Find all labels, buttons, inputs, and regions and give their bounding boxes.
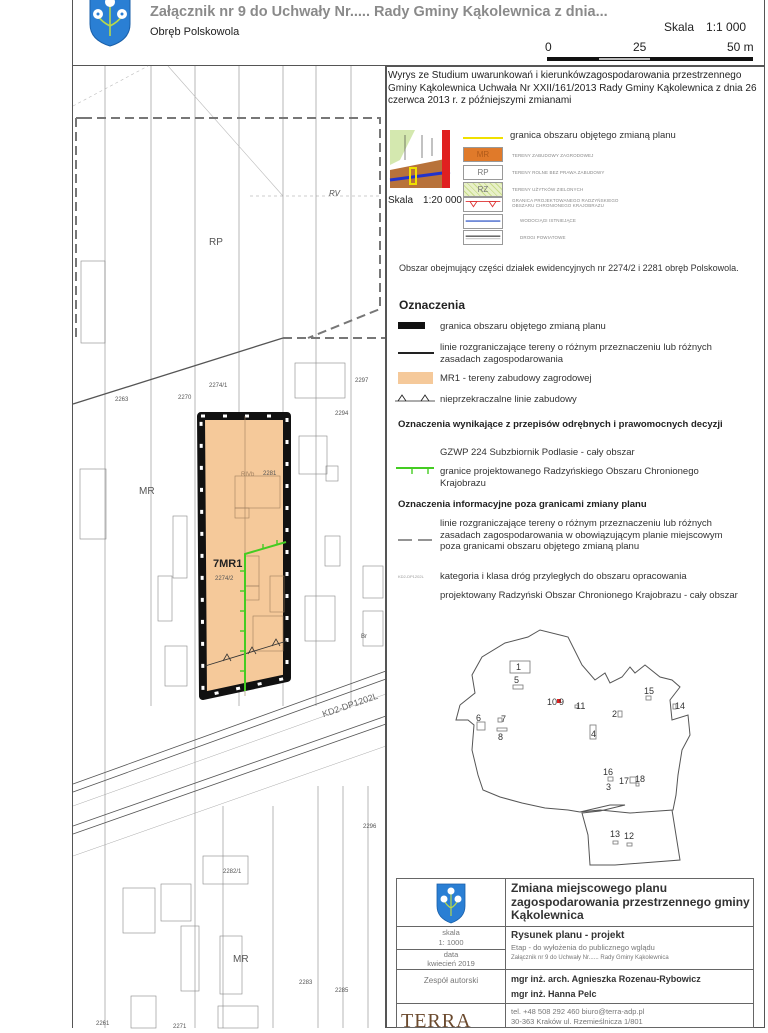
title-block bbox=[396, 878, 754, 1032]
zone-label-mr: MR bbox=[139, 486, 155, 497]
study-excerpt-text: Wyrys ze Studium uwarunkowań i kierunkówzagospodarowania przestrzennego Gminy Kąkolewnica Uchwała Nr XXII/161/2013 Rady Gminy Kąkolewnica z dnia 26 czerwca 2013 r. z późniejszymi zmianami bbox=[388, 70, 757, 106]
area-description: Obszar obejmujący części działek ewidencyjnych nr 2274/2 i 2281 obręb Polskowola. bbox=[399, 263, 739, 273]
study-scale-text: Skala bbox=[388, 195, 414, 206]
district-marker: 13 bbox=[610, 829, 621, 839]
coat-of-arms-icon bbox=[84, 0, 136, 46]
study-scale bbox=[388, 195, 462, 206]
study-legend-label: WODOCIĄGI ISTNIEJĄCE bbox=[520, 218, 577, 223]
author-name: mgr inż. arch. Agnieszka Rozenau-Rybowicz bbox=[511, 974, 701, 984]
triangle-line-symbol bbox=[395, 393, 437, 403]
author-name: mgr inż. Hanna Pelc bbox=[511, 989, 597, 999]
district-marker: 17 bbox=[619, 776, 630, 786]
precinct-label: Obręb Polskowola bbox=[150, 26, 240, 38]
plan-title: Zmiana miejscowego planu zagospodarowania przestrzennego gminy Kąkolewnica bbox=[511, 881, 750, 922]
legend-swatch-rz: RZ bbox=[463, 182, 503, 197]
district-marker: 4 bbox=[591, 729, 597, 739]
district-marker: 15 bbox=[644, 686, 655, 696]
scale-value: 1:1 000 bbox=[706, 20, 747, 34]
legend-item: linie rozgraniczające tereny o różnym przeznaczeniu lub różnych zasadach zagospodarowania w obowiązującym planie miejscowym poza granicami obszaru objętego zmianą planu bbox=[440, 518, 723, 552]
legend-swatch-mr: MR bbox=[463, 147, 503, 162]
attachment-text: Załącznik nr 9 do Uchwały Nr...... Rady Gminy Kąkolewnica bbox=[511, 955, 669, 961]
district-marker: 11 bbox=[576, 701, 586, 711]
legend-section-title: Oznaczenia wynikające z przepisów odrębnych i prawomocnych decyzji bbox=[398, 419, 723, 430]
legend-item: granica obszaru objętego zmianą planu bbox=[440, 321, 606, 332]
parcel-label: 2297 bbox=[355, 378, 369, 384]
district-marker: 12 bbox=[624, 831, 635, 841]
thin-line-symbol bbox=[398, 352, 434, 354]
district-marker: 10 bbox=[547, 697, 558, 707]
legend-item: projektowany Radzyński Obszar Chronionego Krajobrazu - cały obszar bbox=[440, 590, 738, 601]
zone-label-rp: RP bbox=[209, 237, 223, 248]
attachment-title: Załącznik nr 9 do Uchwały Nr..... Rady Gminy Kąkolewnica z dnia... bbox=[150, 4, 608, 20]
study-legend-label: GRANICA PROJEKTOWANEGO RADZYŃSKIEGO OBSZARU CHRONIONEGO KRAJOBRAZU bbox=[512, 198, 619, 208]
road-label: KD2-DP1202L bbox=[320, 690, 380, 720]
study-legend-label: TERENY ROLNE BEZ PRAWA ZABUDOWY bbox=[512, 170, 605, 175]
legend-item: nieprzekraczalne linie zabudowy bbox=[440, 394, 577, 405]
parcel-label: 2263 bbox=[115, 397, 129, 403]
study-legend-label: DROGI POWIATOWE bbox=[520, 235, 566, 240]
district-marker: 18 bbox=[635, 774, 646, 784]
map-drawing bbox=[73, 66, 386, 1028]
company-contact: tel. +48 508 292 460 biuro@terra-adp.pl bbox=[511, 1007, 645, 1016]
parcel-label: 2261 bbox=[96, 1021, 110, 1027]
scalebar bbox=[547, 57, 753, 61]
drawing-type: Rysunek planu - projekt bbox=[511, 930, 625, 941]
parcel-label: 2274/1 bbox=[209, 383, 228, 389]
scale-label bbox=[664, 20, 746, 34]
coat-of-arms-icon bbox=[435, 882, 467, 924]
legend-section-title: Oznaczenia informacyjne poza granicami zmiany planu bbox=[398, 499, 647, 510]
legend-item: granice projektowanego Radzyńskiego Obszaru Chronionego Krajobrazu bbox=[440, 466, 699, 489]
district-marker: 5 bbox=[514, 675, 520, 685]
parcel-label: 2281 bbox=[263, 471, 277, 477]
scalebar-mid: 25 bbox=[633, 40, 647, 54]
scalebar-start: 0 bbox=[545, 40, 552, 54]
zone-label-mr-bottom: MR bbox=[233, 954, 249, 965]
blue-line-symbol bbox=[463, 214, 503, 229]
double-grey-line-symbol bbox=[463, 230, 503, 245]
parcel-label: 2274/2 bbox=[215, 576, 234, 582]
legend-swatch-rp: RP bbox=[463, 165, 503, 180]
scalebar-end: 50 m bbox=[727, 40, 754, 54]
district-marker: 2 bbox=[612, 709, 618, 719]
district-marker: 7 bbox=[501, 714, 507, 724]
panel-divider bbox=[385, 66, 387, 1028]
legend-item: linie rozgraniczające tereny o różnym przeznaczeniu lub różnych zasadach zagospodarowania bbox=[440, 342, 712, 365]
date-label: data bbox=[443, 950, 459, 959]
legend-item: kategoria i klasa dróg przyległych do obszaru opracowania bbox=[440, 571, 687, 582]
date-value: kwiecień 2019 bbox=[427, 959, 475, 968]
stage-text: Etap - do wyłożenia do publicznego wglądu bbox=[511, 943, 655, 952]
study-legend-label: TERENY ZABUDOWY ZAGRODOWEJ bbox=[512, 153, 594, 158]
parcel-label: 2285 bbox=[335, 988, 349, 994]
district-marker: 6 bbox=[476, 713, 482, 723]
district-marker: 3 bbox=[606, 782, 612, 792]
thick-boundary-symbol bbox=[398, 322, 425, 329]
zone-label-rv: RV bbox=[329, 189, 340, 198]
scale-value: 1: 1000 bbox=[438, 938, 464, 947]
company-logo: TERRA bbox=[401, 1010, 472, 1032]
study-legend-label: TERENY UŻYTKÓW ZIELONYCH bbox=[512, 187, 584, 192]
soil-class-label: RIVb bbox=[241, 472, 255, 478]
company-address: 30-363 Kraków ul. Rzemieślnicza 1/801 bbox=[511, 1017, 643, 1026]
parcel-label: 2282/1 bbox=[223, 869, 242, 875]
team-label: Zespół autorski bbox=[423, 976, 479, 985]
yellow-line-symbol bbox=[463, 137, 503, 139]
plan-map[interactable] bbox=[73, 66, 386, 1028]
study-scale-value: 1:20 000 bbox=[423, 195, 462, 206]
legend-item: MR1 - tereny zabudowy zagrodowej bbox=[440, 373, 592, 384]
parcel-label: 2271 bbox=[173, 1024, 187, 1030]
road-code-symbol: KD2-DP1202L bbox=[398, 574, 424, 579]
parcel-label: 2283 bbox=[299, 980, 313, 986]
district-marker: 14 bbox=[675, 701, 686, 711]
area-id-label: 7MR1 bbox=[213, 558, 243, 570]
district-location-map bbox=[450, 625, 700, 865]
legend-title: Oznaczenia bbox=[399, 298, 466, 312]
mr1-swatch bbox=[398, 372, 433, 384]
scale-text: Skala bbox=[664, 20, 695, 34]
scale-label: skala bbox=[442, 928, 460, 937]
district-marker: 9 bbox=[559, 697, 565, 707]
green-tick-line-symbol bbox=[396, 466, 434, 476]
district-marker: 8 bbox=[498, 732, 504, 742]
parcel-label: 2270 bbox=[178, 395, 192, 401]
district-marker: 16 bbox=[603, 767, 614, 777]
dashed-line-symbol bbox=[398, 538, 434, 542]
district-marker: 1 bbox=[516, 662, 522, 672]
study-legend-label: granica obszaru objętego zmianą planu bbox=[510, 130, 676, 141]
land-use-label: Br bbox=[361, 634, 367, 640]
legend-item: GZWP 224 Subzbiornik Podlasie - cały obszar bbox=[440, 447, 635, 458]
red-triangle-line-symbol bbox=[463, 197, 503, 212]
parcel-label: 2296 bbox=[363, 824, 377, 830]
study-inset-map bbox=[390, 130, 450, 188]
parcel-label: 2294 bbox=[335, 411, 349, 417]
